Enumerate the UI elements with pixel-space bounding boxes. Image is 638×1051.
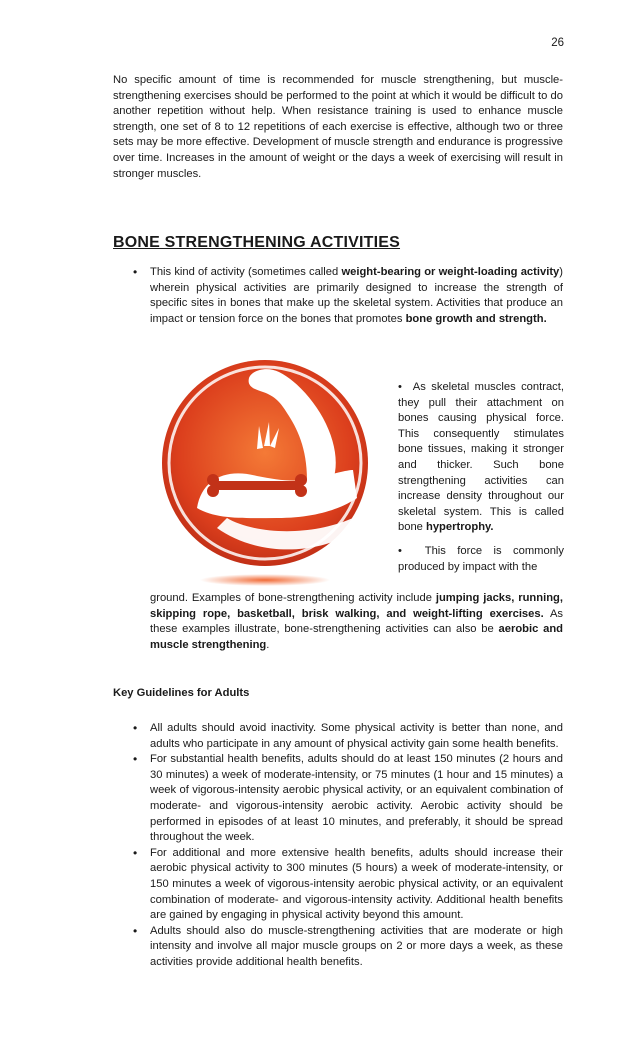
right-text-column [398,380,564,583]
bold-aerobic: aerobic and muscle strengthening [150,623,563,651]
guideline-item: • Adults should also do muscle-strengthening activities that are moderate or high intensity and involve all major muscle groups on 2 or more days a week, as these activities provide additional health benefits. [113,924,563,971]
guidelines-heading: Key Guidelines for Adults [113,687,250,699]
bullet-force-start: • This force is commonly produced by impact with the [398,544,565,573]
section-heading: BONE STRENGTHENING ACTIVITIES [113,234,401,251]
page-content [113,73,565,968]
bullet-skeletal-muscles: • As skeletal muscles contract, they pull their attachment on bones causing physical force. This consequently stimulates bone tissues, making it stronger and thicker. Such bone strengthening activities can increase density throughout our skeletal system. This is called bone hypertrophy. [398,381,564,534]
guideline-item: • For additional and more extensive health benefits, adults should increase their aerobic physical activity to 300 minutes (5 hours) a week of moderate-intensity, or 150 minutes a week of vigorous-intensity aerobic physical activity, or an equivalent combination of moderate- and vigorous-intensity activity. Additional health benefits are gained by engaging in physical activity beyond this amount. [113,846,563,924]
arm-bone-illustration [157,358,377,588]
intro-paragraph: No specific amount of time is recommended for muscle strengthening, but muscle-strengthening exercises should be performed to the point at which it would be difficult to do another repetition without help. When resistance training is used to enhance muscle strength, one set of 8 to 12 repetitions of each exercise is effective, although two or three sets may be more effective. Development of muscle strength and endurance is progressive over time. Increases in the amount of weight or the days a week of exercising will result in stronger muscles. [113,74,564,180]
page-number: 26 [551,37,564,49]
flexed-arm-bone-logo-icon [157,358,377,588]
guideline-item: • For substantial health benefits, adults should do at least 150 minutes (2 hours and 30 minutes) a week of moderate-intensity, or 75 minutes (1 hour and 15 minutes) a week of vigorous-intensity aerobic physical activity, or an equivalent combination of moderate- and vigorous-intensity aerobic activity. Aerobic activity should be performed in episodes of at least 10 minutes, and preferably, it should be spread throughout the week. [113,752,563,846]
bold-bone-growth: bone growth and strength. [405,312,547,325]
bullet-weight-bearing: • This kind of activity (sometimes called weight-bearing or weight-loading activity) wherein physical activities are primarily designed to increase the strength of specific sites in bones that make up the skeletal system. Activities that produce an impact or tension force on the bones that promotes bone growth and strength. [113,265,563,327]
bold-examples: jumping jacks, running, skipping rope, basketball, brisk walking, and weight-lifting exercises. [150,592,563,620]
bold-hypertrophy: hypertrophy. [426,521,494,534]
bold-weight-bearing: weight-bearing or weight-loading activity [341,266,560,278]
bone-bullet-list [113,265,563,327]
guidelines-list [113,721,563,971]
guideline-item: • All adults should avoid inactivity. Some physical activity is better than none, and adults who participate in any amount of physical activity gain some health benefits. [113,721,563,752]
bullet-force-continued: ground. Examples of bone-strengthening activity include jumping jacks, running, skipping rope, basketball, brisk walking, and weight-lifting exercises. As these examples illustrate, bone-strengthening activities can also be aerobic and muscle strengthening. [150,592,564,651]
